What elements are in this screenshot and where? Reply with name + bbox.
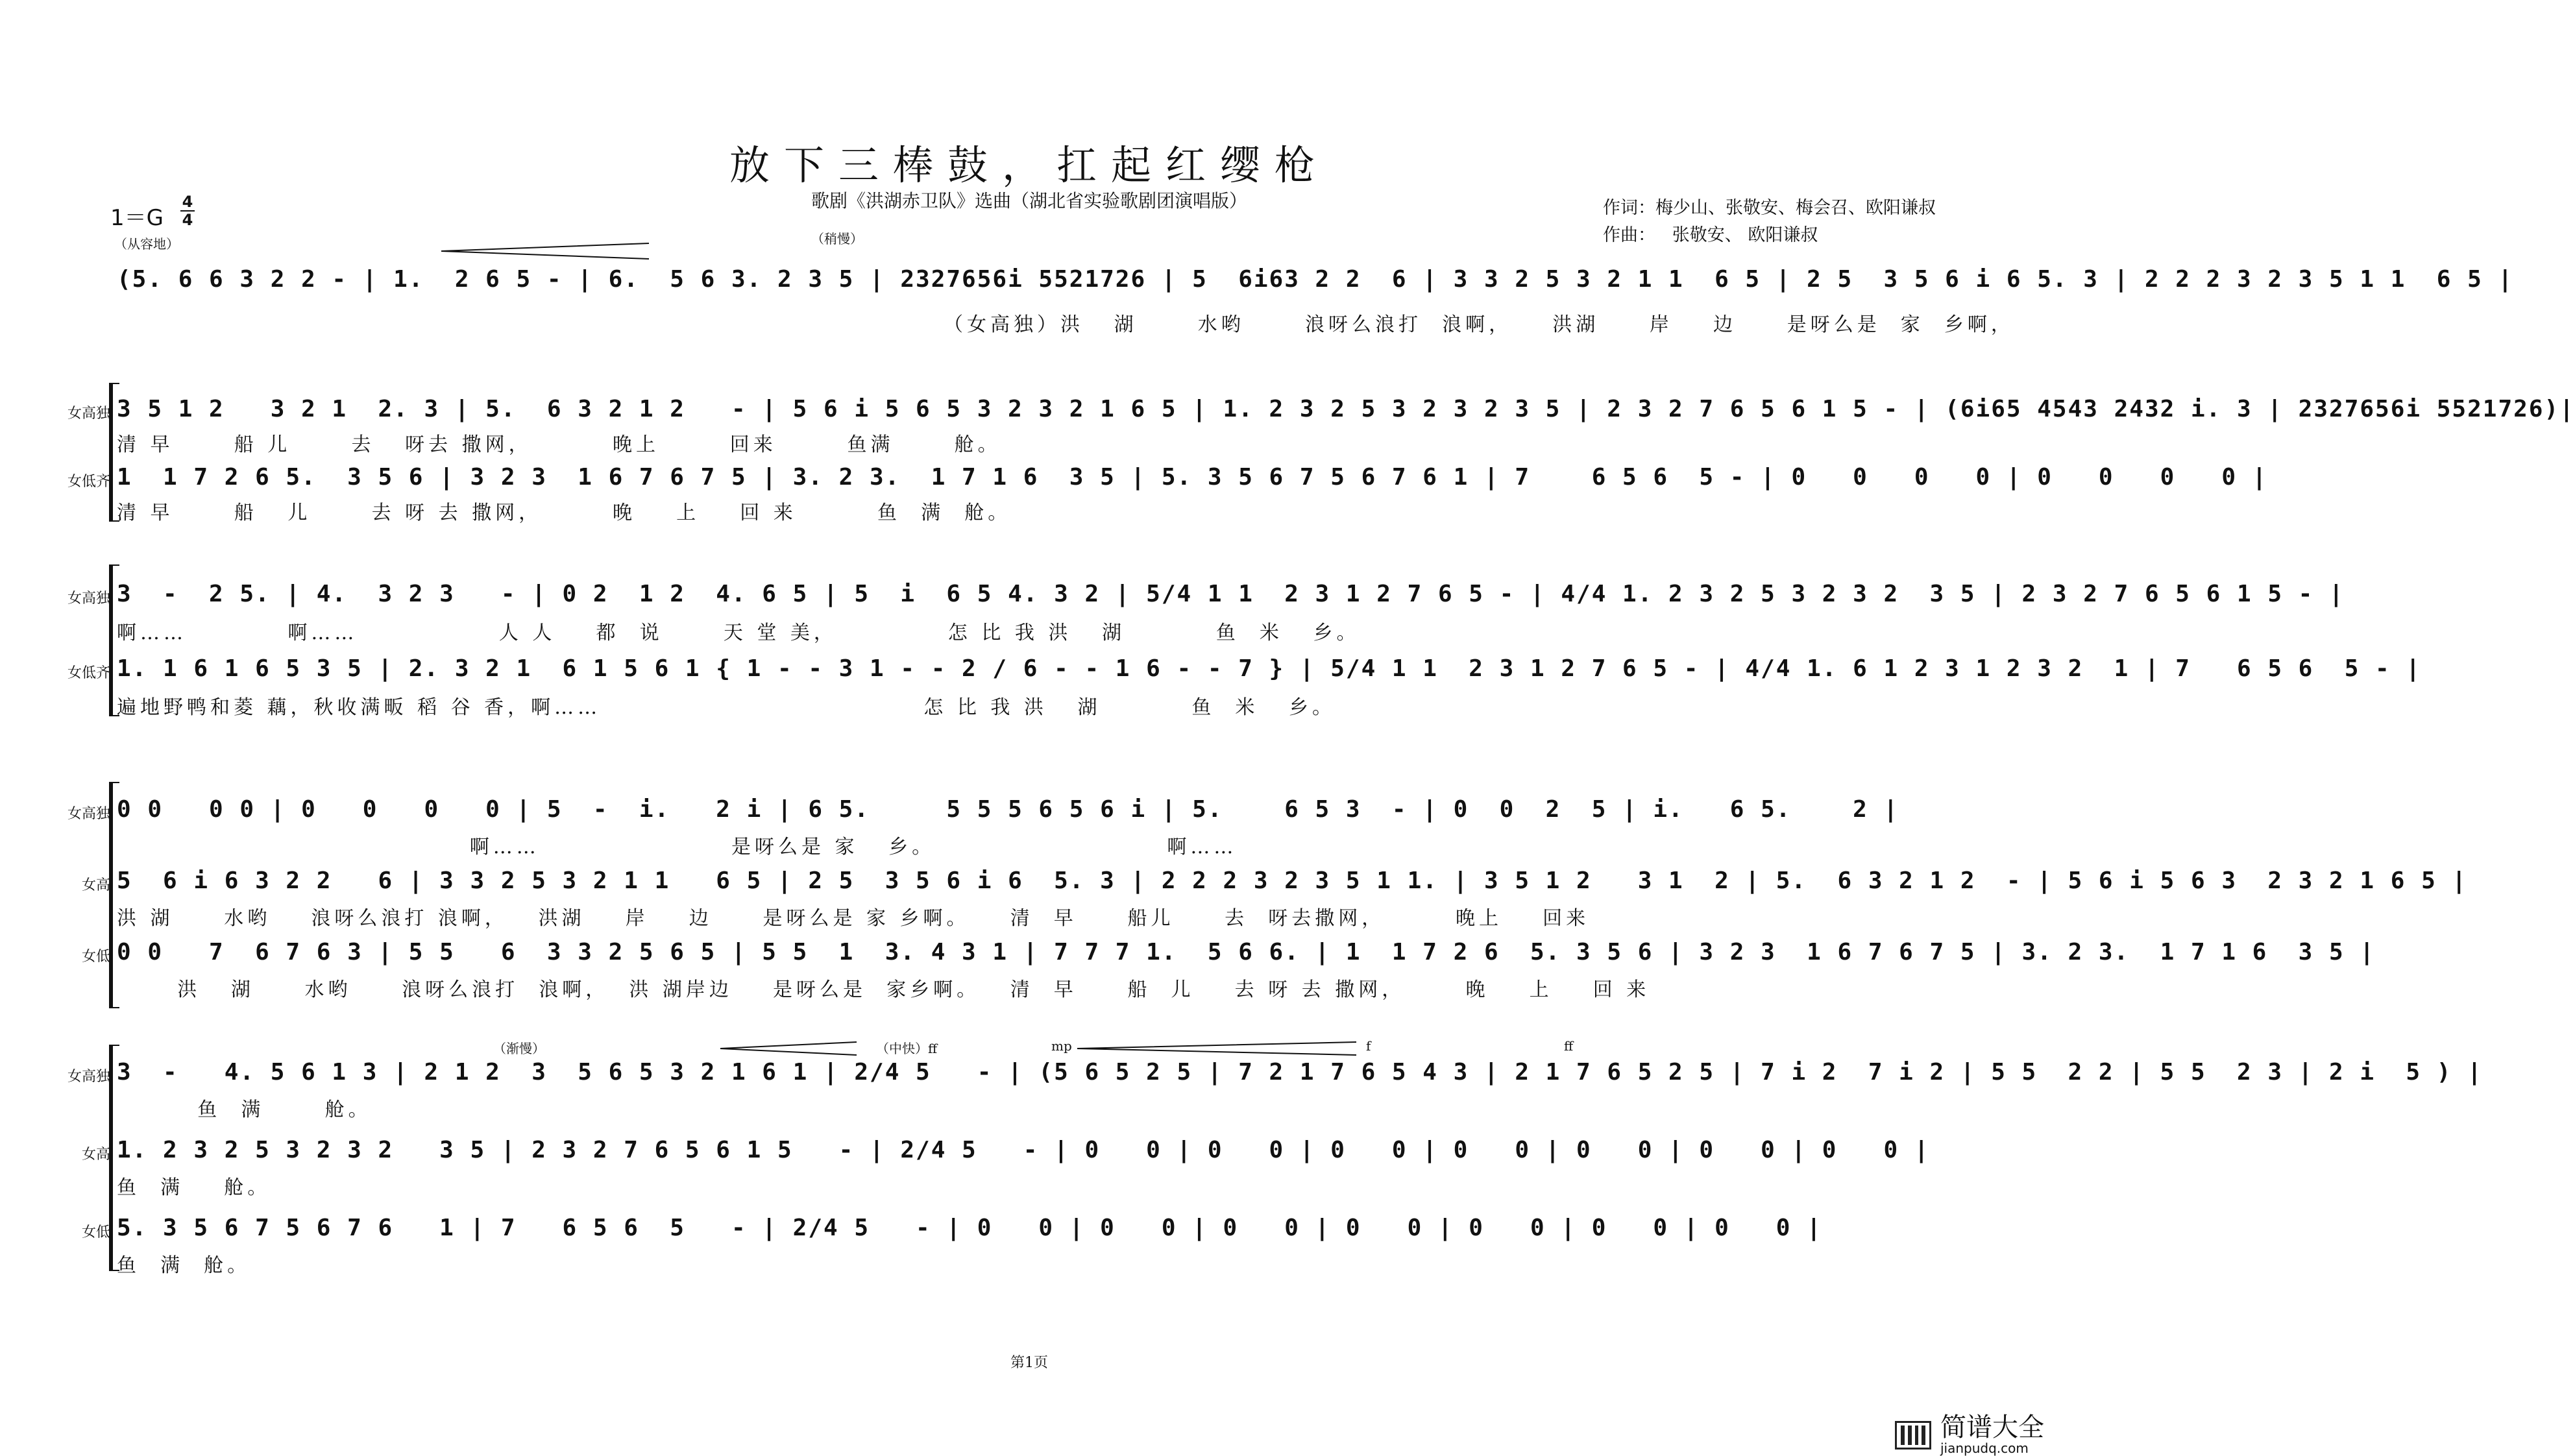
tempo-change-mark: （渐慢） [493, 1041, 545, 1056]
part-label: 女高 [81, 1147, 110, 1163]
part-label: 女高独 [67, 1069, 110, 1085]
notes-row: 0 0 7 6 7 6 3 | 5 5 6 3 3 2 5 6 5 | 5 5 1 3. 4 3 1 | 7 7 7 1. 5 6 6. | 1 1 7 2 6 5. 3 5 6 | 3 2 3 1 6 7 6 7 5 | 3. 2 3. 1 7 1 6 3 5 | [117, 939, 2376, 965]
part-label: 女高独 [67, 806, 110, 822]
crescendo-mark [720, 1042, 857, 1055]
lyric-row: 遍地野鸭和菱 藕，秋收满畈 稻 谷 香，啊…… 怎 比 我 洪 湖 鱼 米 乡。 [117, 696, 1336, 719]
part-label: 女低齐 [67, 665, 110, 681]
part-label: 女高独 [67, 406, 110, 422]
song-title: 放下三棒鼓，扛起红缨枪 [729, 141, 1329, 189]
logo-url: jianpudq.com [1940, 1440, 2029, 1456]
page-number: 第1页 [1010, 1355, 1048, 1371]
part-label: 女高 [81, 877, 110, 893]
time-top: 4 [182, 193, 193, 211]
lyric-row: 清 早 船 儿 去 呀 去 撒网， 晚 上 回 来 鱼 满 舱。 [117, 502, 1012, 524]
lyric-row: 啊…… 是呀么是 家 乡。 啊…… [117, 836, 1238, 858]
lyric-row: 啊…… 啊…… 人 人 都 说 天 堂 美， 怎 比 我 洪 湖 鱼 米 乡。 [117, 622, 1360, 644]
part-label: 女低 [81, 1224, 110, 1241]
part-label: 女低齐 [67, 474, 110, 490]
time-signature [180, 193, 195, 228]
crescendo-mark [441, 243, 649, 259]
composer: 作曲： 张敬安、 欧阳谦叔 [1603, 225, 1818, 245]
dynamic-mark: ff [1564, 1038, 1574, 1054]
tempo-change-mark: （稍慢） [811, 231, 863, 247]
notes-row: 3 - 2 5. | 4. 3 2 3 - | 0 2 1 2 4. 6 5 | 5 i 6 5 4. 3 2 | 5/4 1 1 2 3 1 2 7 6 5 - | 4/4 1. 2 3 2 5 3 2 3 2 3 5 | 2 3 2 7 6 5 6 1 5 - | [117, 581, 2345, 607]
notes-row: 0 0 0 0 | 0 0 0 0 | 5 - i. 2 i | 6 5. 5 5 5 6 5 6 i | 5. 6 5 3 - | 0 0 2 5 | i. 6 5. 2 | [117, 796, 1899, 823]
lyric-row: 鱼 满 舱。 [117, 1254, 251, 1277]
part-label: 女低 [81, 949, 110, 965]
notes-row: 3 5 1 2 3 2 1 2. 3 | 5. 6 3 2 1 2 - | 5 6 i 5 6 5 3 2 3 2 1 6 5 | 1. 2 3 2 5 3 2 3 2 3 5 | 2 3 2 7 6 5 6 1 5 - | (6i65 4543 2432 i. 3 | 2327656i 5521726)| [117, 396, 2575, 422]
lyric-row: 鱼 满 舱。 [117, 1176, 271, 1199]
part-label: 女高独 [67, 590, 110, 607]
notes-row: (5. 6 6 3 2 2 - | 1. 2 6 5 - | 6. 5 6 3. 2 3 5 | 2327656i 5521726 | 5 6i63 2 2 6 | 3 3 2 5 3 2 1 1 6 5 | 2 5 3 5 6 i 6 5. 3 | 2 2 2 3 2 3 5 1 1 6 5 | [117, 266, 2514, 293]
lyric-row: 洪 湖 水哟 浪呀么浪打 浪啊， 洪 湖岸边 是呀么是 家乡啊。 清 早 船 儿 去 呀 去 撒网， 晚 上 回 来 [117, 978, 1650, 1001]
dynamic-mark: f [1366, 1038, 1371, 1054]
notes-row: 5 6 i 6 3 2 2 6 | 3 3 2 5 3 2 1 1 6 5 | 2 5 3 5 6 i 6 5. 3 | 2 2 2 3 2 3 5 1 1. | 3 5 1 2 3 1 2 | 5. 6 3 2 1 2 - | 5 6 i 5 6 3 2 3 2 1 6 5 | [117, 868, 2468, 894]
lyric-row: 清 早 船 儿 去 呀去 撒网， 晚上 回来 鱼满 舱。 [117, 433, 1001, 456]
notes-row: 1. 2 3 2 5 3 2 3 2 3 5 | 2 3 2 7 6 5 6 1 5 - | 2/4 5 - | 0 0 | 0 0 | 0 0 | 0 0 | 0 0 | 0 0 | 0 0 | [117, 1137, 1930, 1163]
notes-row: 1. 1 6 1 6 5 3 5 | 2. 3 2 1 6 1 5 6 1 { 1 - - 3 1 - - 2 / 6 - - 1 6 - - 7 } | 5/4 1 1 2 3 1 2 7 6 5 - | 4/4 1. 6 1 2 3 1 2 3 2 1 | 7 6 5 6 5 - | [117, 655, 2422, 682]
piano-icon [1895, 1421, 1931, 1450]
dynamic-mark: （中快）ff [876, 1041, 938, 1056]
lyric-row: 鱼 满 舱。 [117, 1098, 372, 1121]
logo-name: 简谱大全 [1940, 1413, 2044, 1442]
crescendo-mark [1077, 1042, 1356, 1055]
credits [1603, 195, 1936, 249]
lyricist: 作词：梅少山、张敬安、梅会召、欧阳谦叔 [1603, 198, 1936, 218]
tempo-mark: （从容地） [114, 236, 179, 252]
notes-row: 1 1 7 2 6 5. 3 5 6 | 3 2 3 1 6 7 6 7 5 | 3. 2 3. 1 7 1 6 3 5 | 5. 3 5 6 7 5 6 7 6 1 | 7 6 5 6 5 - | 0 0 0 0 | 0 0 0 0 | [117, 464, 2268, 491]
key-signature: 1＝G [110, 205, 164, 231]
notes-row: 5. 3 5 6 7 5 6 7 6 1 | 7 6 5 6 5 - | 2/4 5 - | 0 0 | 0 0 | 0 0 | 0 0 | 0 0 | 0 0 | 0 0 | [117, 1215, 1822, 1241]
dynamic-mark: mp [1051, 1038, 1072, 1054]
site-logo[interactable] [1895, 1414, 2044, 1456]
notes-row: 3 - 4. 5 6 1 3 | 2 1 2 3 5 6 5 3 2 1 6 1 | 2/4 5 - | (5 6 5 2 5 | 7 2 1 7 6 5 4 3 | 2 1 7 6 5 2 5 | 7 i 2 7 i 2 | 5 5 2 2 | 5 5 2 3 | 2 i 5 ) | [117, 1059, 2483, 1086]
lyric-row: （女高独）洪 湖 水哟 浪呀么浪打 浪啊， 洪湖 岸 边 是呀么是 家 乡啊， [117, 313, 2014, 336]
time-bottom: 4 [182, 211, 193, 229]
lyric-row: 洪 湖 水哟 浪呀么浪打 浪啊， 洪湖 岸 边 是呀么是 家 乡啊。 清 早 船儿 去 呀去撒网， 晚上 回来 [117, 907, 1590, 930]
song-subtitle: 歌剧《洪湖赤卫队》选曲（湖北省实验歌剧团演唱版） [811, 190, 1247, 212]
